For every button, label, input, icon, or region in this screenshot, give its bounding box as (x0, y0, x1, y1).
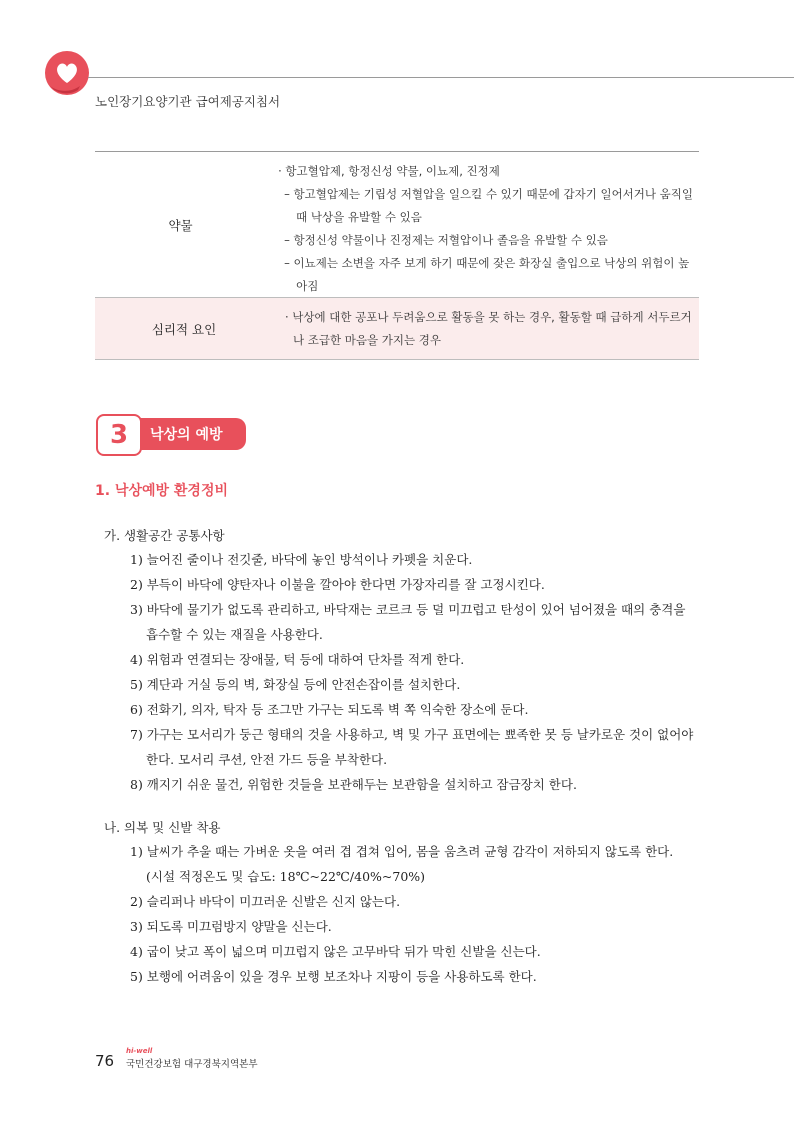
list-item: 5) 계단과 거실 등의 벽, 화장실 등에 안전손잡이를 설치한다. (130, 677, 461, 692)
section-title: 낙상의 예방 (132, 418, 246, 450)
list-item: 1) 늘어진 줄이나 전깃줄, 바닥에 놓인 방석이나 카펫을 치운다. (130, 552, 473, 567)
list-item: 1) 날씨가 추울 때는 가벼운 옷을 여러 겹 겹쳐 입어, 몸을 움츠려 균형 감각이 저하되지 않도록 한다. (130, 844, 674, 859)
list-item: 4) 굽이 낮고 폭이 넓으며 미끄럽지 않은 고무바닥 뒤가 막힌 신발을 신는다. (130, 944, 541, 959)
document-title: 노인장기요양기관 급여제공지침서 (95, 94, 281, 109)
table-row (95, 298, 699, 360)
header-divider (88, 77, 794, 78)
list-item: 2) 슬리퍼나 바닥이 미끄러운 신발은 신지 않는다. (130, 894, 401, 909)
section-number: 3 (96, 414, 142, 456)
footer-brand-mark: hi-well (126, 1047, 153, 1055)
row-content (266, 152, 699, 297)
bullet-text: · 낙상에 대한 공포나 두려움으로 활동을 못 하는 경우, 활동할 때 급하게 서두르거 (285, 310, 692, 324)
section-badge (96, 414, 248, 454)
dash-text: – 항정신성 약물이나 진정제는 저혈압이나 졸음을 유발할 수 있음 (284, 233, 608, 247)
row-label: 약물 (168, 217, 193, 233)
row-label: 심리적 요인 (151, 321, 217, 337)
footer-brand: 국민건강보험 대구경북지역본부 (126, 1059, 258, 1070)
list-item: 8) 깨지기 쉬운 물건, 위험한 것들을 보관해두는 보관함을 설치하고 잠금장치 한다. (130, 777, 577, 792)
dash-text: – 이뇨제는 소변을 자주 보게 하기 때문에 잦은 화장실 출입으로 낙상의 위험이 높 (284, 256, 690, 270)
dash-text-cont: 아짐 (296, 279, 319, 293)
risk-factor-table (95, 151, 699, 360)
list-item: 3) 바닥에 물기가 없도록 관리하고, 바닥재는 코르크 등 덜 미끄럽고 탄성이 있어 넘어졌을 때의 충격을 (130, 602, 686, 617)
list-item: 5) 보행에 어려움이 있을 경우 보행 보조차나 지팡이 등을 사용하도록 한다. (130, 969, 537, 984)
list-item: 7) 가구는 모서리가 둥근 형태의 것을 사용하고, 벽 및 가구 표면에는 뾰족한 못 등 날카로운 것이 없어야 (130, 727, 694, 742)
bullet-text-cont: 나 조급한 마음을 가지는 경우 (293, 333, 441, 347)
heading-environment: 1. 낙상예방 환경정비 (95, 483, 228, 499)
dash-text: – 항고혈압제는 기립성 저혈압을 일으킬 수 있기 때문에 갑자기 일어서거나 움직일 (284, 187, 693, 201)
list-item-cont: 한다. 모서리 쿠션, 안전 가드 등을 부착한다. (146, 752, 388, 767)
list-b (130, 839, 710, 989)
subsection-title-b: 나. 의복 및 신발 착용 (104, 820, 221, 835)
table-row (95, 152, 699, 298)
page-number: 76 (95, 1052, 115, 1070)
list-item: 4) 위험과 연결되는 장애물, 턱 등에 대하여 단차를 적게 한다. (130, 652, 465, 667)
list-item: 6) 전화기, 의자, 탁자 등 조그만 가구는 되도록 벽 쪽 익숙한 장소에 둔다. (130, 702, 529, 717)
row-content (273, 298, 699, 359)
dash-text-cont: 때 낙상을 유발할 수 있음 (296, 210, 422, 224)
bullet-text: · 항고혈압제, 항정신성 약물, 이뇨제, 진정제 (278, 164, 500, 178)
list-item: 3) 되도록 미끄럼방지 양말을 신는다. (130, 919, 332, 934)
list-item-cont: (시설 적정온도 및 습도: 18℃~22℃/40%~70%) (146, 869, 426, 884)
list-item-cont: 흡수할 수 있는 재질을 사용한다. (146, 627, 323, 642)
subsection-title-a: 가. 생활공간 공통사항 (104, 528, 225, 543)
list-item: 2) 부득이 바닥에 양탄자나 이불을 깔아야 한다면 가장자리를 잘 고정시킨다. (130, 577, 545, 592)
heart-logo-icon (44, 50, 90, 96)
list-a (130, 547, 710, 797)
